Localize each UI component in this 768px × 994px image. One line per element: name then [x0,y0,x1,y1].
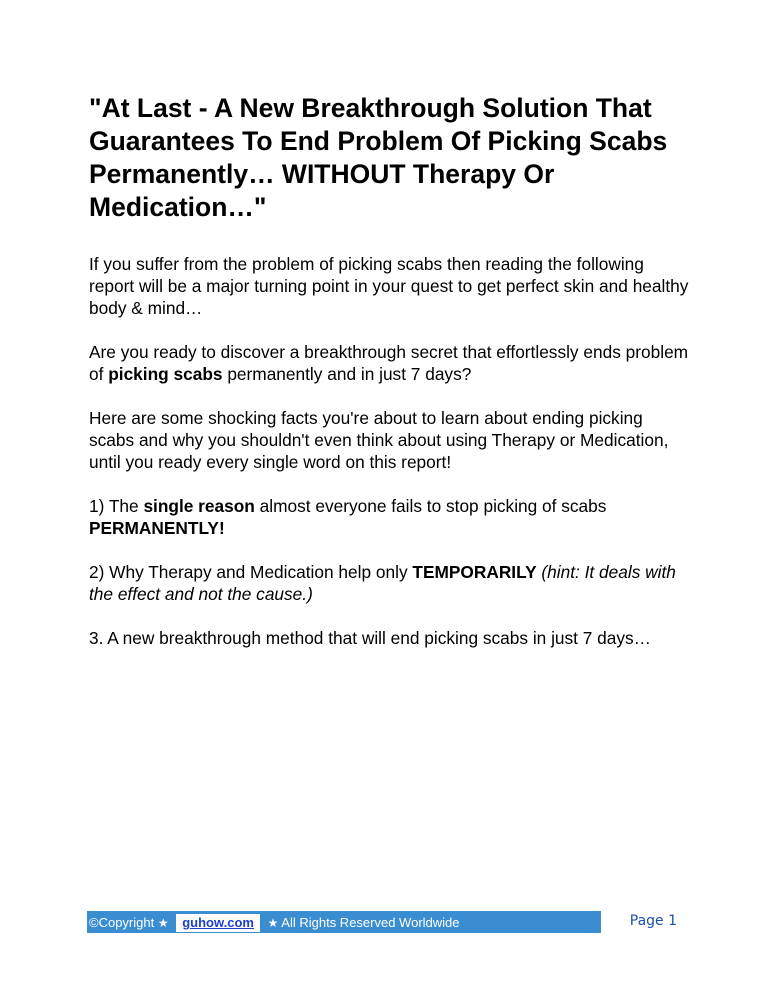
question-text-1: Are you ready to discover a breakthrough secret that effortlessly ends problem of [89,342,689,384]
question-text-2: permanently and in just 7 days? [222,364,472,384]
footer-left [89,914,460,932]
point-2-bold: TEMPORARILY [412,562,537,582]
footer-bar [87,911,679,933]
point-1 [89,495,689,539]
rights-text: All Rights Reserved Worldwide [281,915,460,930]
star-icon: ★ [157,916,169,930]
point-1-text-1: 1) The [89,496,144,516]
document-page [89,92,689,649]
star-icon: ★ [267,916,279,930]
headline: "At Last - A New Breakthrough Solution That Guarantees To End Problem Of Picking Scabs Permanently… WITHOUT Therapy Or Medication…" [89,93,668,222]
page-number: Page 1 [629,913,677,929]
question-paragraph [89,341,689,385]
intro-paragraph: If you suffer from the problem of picking scabs then reading the following report will be a major turning point in your quest to get perfect skin and healthy body & mind… [89,254,689,318]
facts-paragraph: Here are some shocking facts you're about to learn about ending picking scabs and why you shouldn't even think about using Therapy or Medication, until you ready every single word on this report! [89,408,669,472]
point-1-text-2: almost everyone fails to stop picking of scabs [254,496,607,516]
point-2 [89,561,689,605]
point-1-bold-2: PERMANENTLY! [89,518,225,538]
site-link[interactable]: guhow.com [176,914,260,932]
point-1-bold-1: single reason [143,496,255,516]
copyright-text: ©Copyright [89,915,155,930]
point-2-hint: (hint: It deals with the effect and not the cause.) [89,562,676,604]
point-2-text: 2) Why Therapy and Medication help only [89,562,413,582]
point-3: 3. A new breakthrough method that will end picking scabs in just 7 days… [89,628,651,648]
page-number-box [601,911,679,933]
question-bold: picking scabs [108,364,223,384]
